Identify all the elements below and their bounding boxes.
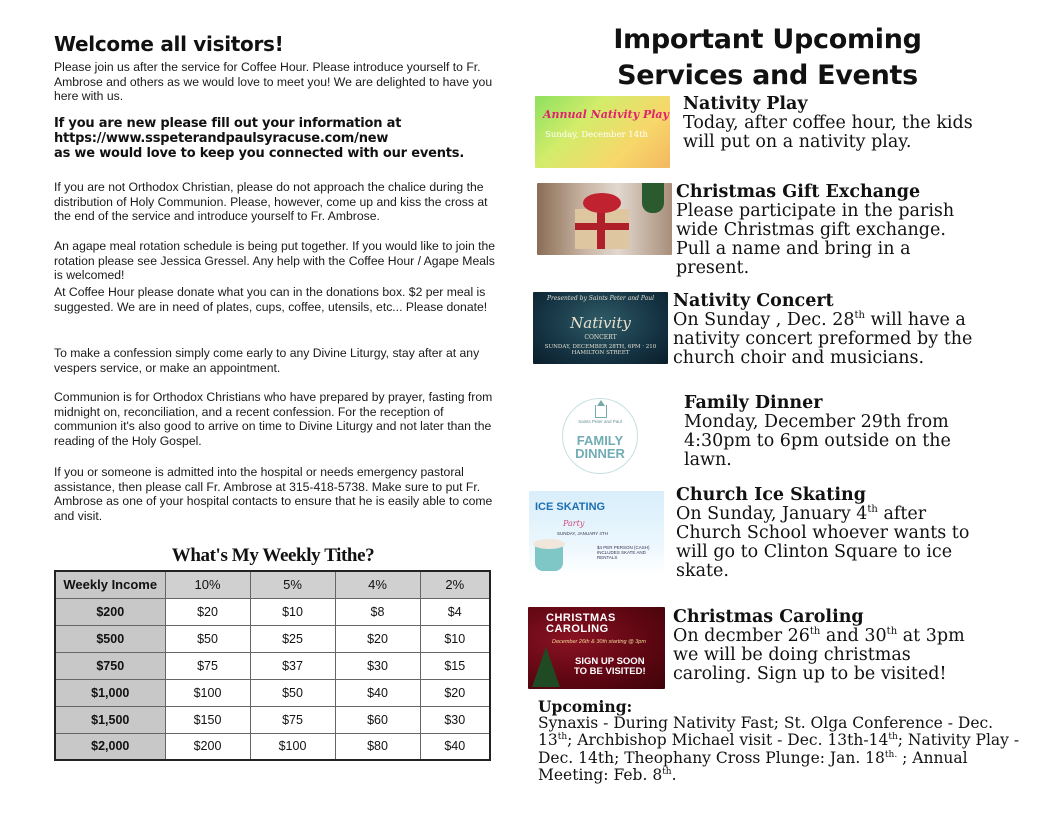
tithe-header-cell: 2% [420,571,490,598]
ice-skating-image [529,491,664,575]
tithe-cell: $80 [335,733,420,760]
caroling-cta-line: TO BE VISITED! [574,666,646,677]
ordinal-suffix: th [867,504,878,516]
communion-notice-paragraph: If you are not Orthodox Christian, please do not approach the chalice during the distribution of Holy Communion. Please, however, come up and kiss the cross at the end of the service and introduce yourself to Fr. Ambrose. [54,180,488,224]
tithe-header-cell: 10% [165,571,250,598]
income-cell: $1,500 [55,706,165,733]
nativity-play-image [535,96,670,168]
events-title [590,22,945,94]
tithe-cell: $75 [165,652,250,679]
upcoming-part: . [671,765,677,784]
caroling-image-cta [574,657,646,677]
tithe-cell: $30 [420,706,490,733]
desc-part: and 30 [820,626,887,646]
event-description [673,626,965,684]
ordinal-suffix: th [557,732,568,743]
event-description [673,310,972,368]
table-row [55,706,490,733]
tithe-cell: $10 [250,598,335,625]
caroling-image-title [546,613,616,635]
tithe-cell: $20 [165,598,250,625]
event-name: Church Ice Skating [676,485,866,505]
dinner-logo-line: DINNER [575,446,625,461]
family-dinner-event [684,394,974,470]
tithe-cell: $200 [165,733,250,760]
tithe-cell: $10 [420,625,490,652]
tithe-cell: $15 [420,652,490,679]
caroling-image-date: December 26th & 30th starting @ 3pm [552,639,646,645]
new-notice-line: as we would love to keep you connected with our events. [54,146,465,161]
ordinal-suffix: th. [884,749,898,760]
tithe-header-cell: 4% [335,571,420,598]
welcome-title: Welcome all visitors! [54,32,284,56]
table-row [55,625,490,652]
ice-skating-event [676,486,996,581]
ice-image-date: SUNDAY, JANUARY 4TH [557,531,608,536]
caroling-title-line: CAROLING [546,623,609,635]
communion-paragraph: Communion is for Orthodox Christians who have prepared by prayer, fasting from midnight on, reconciliation, and a recent confession. For the reception of communion it's also good to arrive on time to Divine Liturgy and not later than the reading of the Holy Gospel. [54,390,493,448]
event-description: Monday, December 29th from 4:30pm to 6pm outside on the lawn. [684,412,951,470]
upcoming-heading: Upcoming: [538,697,633,716]
events-title-line: Important Upcoming [613,24,922,55]
table-row [55,598,490,625]
ordinal-suffix: th [854,310,865,322]
ice-image-note: $4 PER PERSON (CASH) INCLUDES SKATE AND RENTALS [597,545,650,560]
tithe-cell: $20 [420,679,490,706]
church-icon [595,405,607,418]
nativity-play-event [683,95,983,152]
new-notice-line: If you are new please fill out your information at [54,116,402,131]
table-row [55,733,490,760]
tithe-cell: $60 [335,706,420,733]
event-name: Nativity Play [683,94,808,114]
tithe-cell: $150 [165,706,250,733]
ordinal-suffix: th [809,626,821,638]
desc-part: will have a nativity concert preformed by the church choir and musicians. [673,310,973,368]
tithe-cell: $25 [250,625,335,652]
tithe-cell: $50 [250,679,335,706]
event-description: Please participate in the parish wide Christmas gift exchange. Pull a name and bring in a present. [676,201,955,278]
tithe-cell: $4 [420,598,490,625]
upcoming-part: ; Nativity Play - Dec. 14th; Theophany Cross Plunge: Jan. 18 [538,731,1020,767]
tithe-cell: $8 [335,598,420,625]
ordinal-suffix: th [888,732,898,743]
caroling-cta-line: SIGN UP SOON [575,656,645,667]
nativity-concert-image [533,292,668,364]
ice-image-title: ICE SKATING [535,501,606,513]
family-dinner-logo [562,398,638,474]
desc-part: On decmber 26 [673,626,810,646]
donations-paragraph: At Coffee Hour please donate what you can in the donations box. $2 per meal is suggested. We are in need of plates, cups, coffee, utensils, etc... Please donate! [54,285,488,314]
tithe-title: What's My Weekly Tithe? [171,545,375,566]
hospital-paragraph: If you or someone is admitted into the hospital or needs emergency pastoral assistance, then please call Fr. Ambrose at 315-418-5738. Make sure to put Fr. Ambrose as one of your hospital contacts to ensure that he is easily able to come and visit. [54,465,493,523]
upcoming-list [538,714,1019,784]
upcoming-section [538,698,1028,784]
whipped-cream-icon [533,539,565,549]
confession-paragraph: To make a confession simply come early to any Divine Liturgy, stay after at any vespers service, or make an appointment. [54,346,480,375]
dinner-logo-line: FAMILY [576,433,624,448]
dinner-logo-parish: Saints Peter and Paul [578,419,622,424]
desc-part: On Sunday , Dec. 28 [673,310,855,330]
concert-image-subtitle: CONCERT [584,334,617,341]
caroling-event [673,608,993,684]
tithe-cell: $20 [335,625,420,652]
nativity-play-image-date: Sunday, December 14th [545,130,648,140]
gift-exchange-event [676,183,976,278]
tithe-cell: $40 [420,733,490,760]
ice-image-subtitle: Party [563,519,585,528]
desc-part: On Sunday, January 4 [676,504,868,524]
tithe-cell: $100 [250,733,335,760]
upcoming-part: Synaxis - During Nativity Fast; St. Olga Conference - Dec. 13 [538,714,994,750]
tithe-header-cell: Weekly Income [55,571,165,598]
income-cell: $200 [55,598,165,625]
ordinal-suffix: th [662,766,672,777]
income-cell: $750 [55,652,165,679]
caroling-title-line: CHRISTMAS [546,612,616,624]
income-cell: $500 [55,625,165,652]
tithe-cell: $100 [165,679,250,706]
nativity-concert-event [673,292,983,368]
ordinal-suffix: th [886,626,898,638]
concert-image-title: Nativity [570,314,631,332]
tithe-cell: $50 [165,625,250,652]
tithe-table [54,570,491,761]
upcoming-part: ; Annual Meeting: Feb. 8 [538,748,968,784]
event-name: Christmas Caroling [673,607,864,627]
tithe-cell: $30 [335,652,420,679]
caroling-image [528,607,665,689]
income-cell: $1,000 [55,679,165,706]
nativity-play-image-title: Annual Nativity Play [543,108,669,121]
table-row [55,652,490,679]
gift-ribbon-icon [575,223,629,230]
tithe-header-cell: 5% [250,571,335,598]
desc-part: after Church School whoever wants to will go to Clinton Square to ice skate. [676,504,970,581]
concert-image-date: SUNDAY, DECEMBER 28TH, 6PM · 210 HAMILTON STREET [544,344,657,356]
coffee-hour-paragraph: Please join us after the service for Coffee Hour. Please introduce yourself to Fr. Ambrose and others as we would love to meet you! We are delighted to have you here with us. [54,60,493,104]
tithe-header-row [55,571,490,598]
event-description [676,504,969,581]
tithe-cell: $75 [250,706,335,733]
event-name: Christmas Gift Exchange [676,182,921,202]
events-title-line: Services and Events [617,60,918,91]
concert-image-presenter: Presented by Saints Peter and Paul [546,295,655,302]
income-cell: $2,000 [55,733,165,760]
new-visitor-notice [54,116,514,161]
gift-bow-icon [583,193,621,213]
pine-branch-icon [642,183,664,213]
tithe-cell: $40 [335,679,420,706]
event-name: Family Dinner [684,393,823,413]
tithe-cell: $37 [250,652,335,679]
dinner-logo-text [563,434,637,460]
upcoming-part: ; Archbishop Michael visit - Dec. 13th-14 [567,731,889,750]
desc-part: at 3pm we will be doing christmas caroling. Sign up to be visited! [673,626,965,684]
agape-meal-paragraph: An agape meal rotation schedule is being put together. If you would like to join the rotation please see Jessica Gressel. Any help with the Coffee Hour / Agape Meals is welcomed! [54,239,496,283]
gift-exchange-image [537,183,672,255]
event-description: Today, after coffee hour, the kids will put on a nativity play. [683,113,973,152]
table-row [55,679,490,706]
event-name: Nativity Concert [673,291,834,311]
website-link[interactable]: https://www.sspeterandpaulsyracuse.com/new [54,131,389,146]
christmas-tree-icon [532,647,560,687]
